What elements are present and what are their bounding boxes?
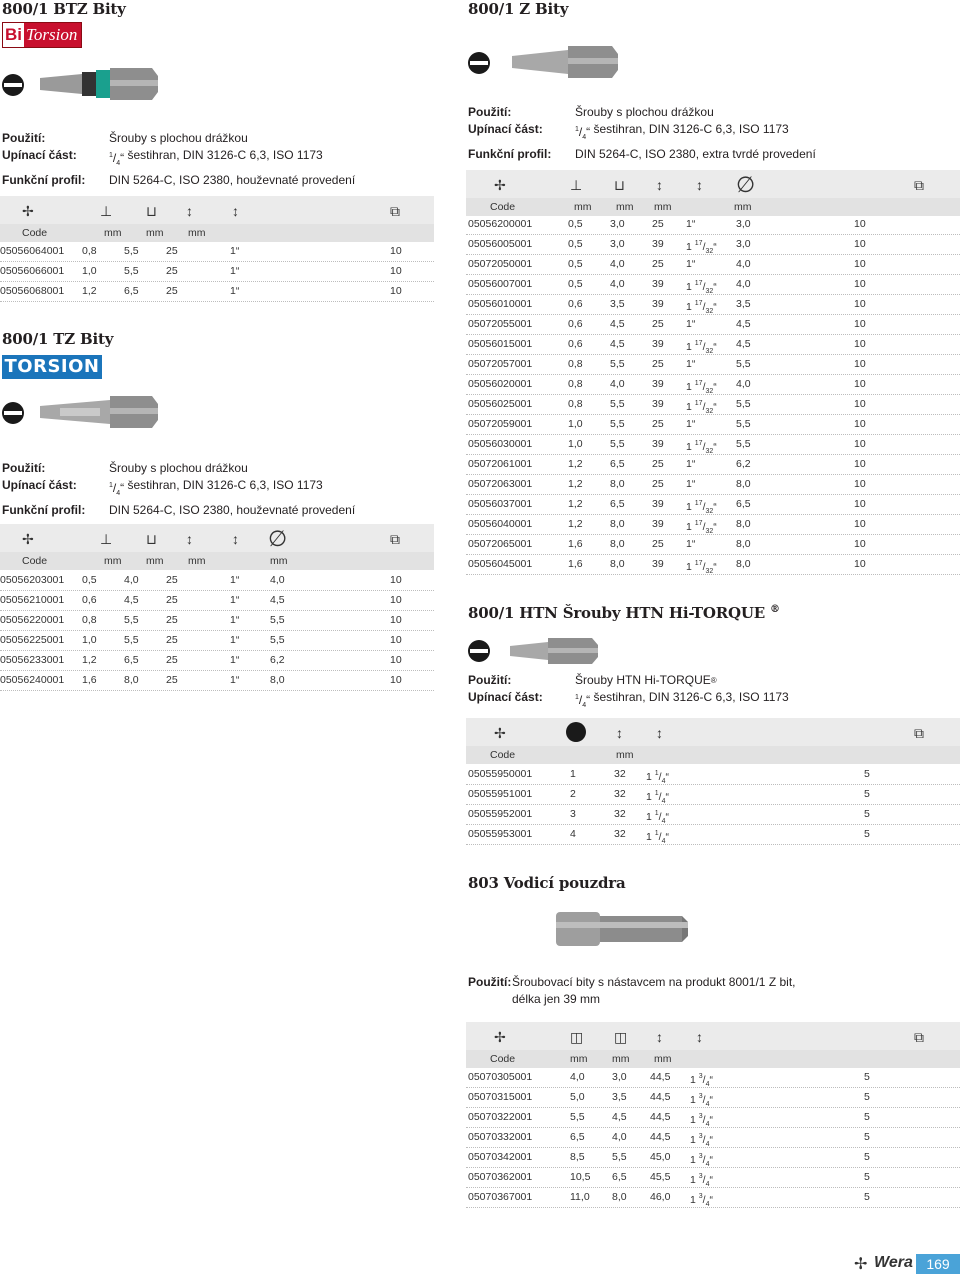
footer [840, 1248, 960, 1280]
blade-width-icon: ⊔ [146, 203, 157, 219]
length-icon: ↕ [186, 531, 193, 547]
htn-bit-image [510, 636, 602, 666]
table-row: 05070362001 10,5 6,5 45,5 1 $^3/_4“$ 5 [466, 1167, 960, 1188]
flat-slot-icon [2, 402, 24, 424]
diameter-icon: ∅ [736, 172, 756, 197]
table-row: 05056040001 1,2 8,0 39 1 $^{17}/_{32}“$ 8,0 10 [466, 514, 960, 535]
inner-diameter-icon: ◫ [614, 1029, 628, 1045]
table-row: 05056233001 1,2 6,5 25 1“ 6,2 10 [0, 650, 434, 671]
table-row: 05056068001 1,2 6,5 25 1“ 10 [0, 281, 434, 302]
table-row: 05070342001 8,5 5,5 45,0 1 $^3/_4“$ 5 [466, 1147, 960, 1168]
table-row: 05055950001 1 32 1 $^1/_4“$ 5 [466, 764, 960, 785]
wera-symbol-icon: ✢ [494, 725, 506, 741]
torsion-logo: TORSION [2, 355, 102, 379]
package-icon: ⧉ [914, 177, 924, 193]
table-row: 05070332001 6,5 4,0 44,5 1 $^3/_4“$ 5 [466, 1127, 960, 1148]
wera-symbol-icon: ✢ [494, 1029, 506, 1045]
table-row: 05072063001 1,2 8,0 25 1“ 8,0 10 [466, 474, 960, 495]
length-inch-icon: ↕ [656, 725, 663, 741]
table-row: 05056045001 1,6 8,0 39 1 $^{17}/_{32}“$ 8,0 10 [466, 554, 960, 575]
table-row: 05056005001 0,5 3,0 39 1 $^{17}/_{32}“$ 3,0 10 [466, 234, 960, 255]
table-row: 05072065001 1,6 8,0 25 1“ 8,0 10 [466, 534, 960, 555]
guide-sleeve-image [556, 904, 688, 954]
table-row: 05056037001 1,2 6,5 39 1 $^{17}/_{32}“$ 6,5 10 [466, 494, 960, 515]
table-row: 05055953001 4 32 1 $^1/_4“$ 5 [466, 824, 960, 845]
table-row: 05072059001 1,0 5,5 25 1“ 5,5 10 [466, 414, 960, 435]
table-row: 05056210001 0,6 4,5 25 1“ 4,5 10 [0, 590, 434, 611]
length-icon: ↕ [616, 725, 623, 741]
z-table-header: Code mm mm mm mm [466, 198, 960, 216]
table-row: 05070367001 11,0 8,0 46,0 1 $^3/_4“$ 5 [466, 1187, 960, 1208]
pouzdra-spec-block: Použití: Šroubovací bity s nástavcem na produkt 8001/1 Z bit, délka jen 39 mm [468, 975, 796, 1006]
bitorsion-logo: Bi Torsion [2, 22, 82, 48]
wera-symbol-icon: ✢ [22, 531, 34, 547]
length-inch-icon: ↕ [696, 1029, 703, 1045]
table-row: 05056220001 0,8 5,5 25 1“ 5,5 10 [0, 610, 434, 631]
table-row: 05056203001 0,5 4,0 25 1“ 4,0 10 [0, 570, 434, 591]
flat-slot-icon [2, 74, 24, 96]
diameter-icon: ∅ [268, 526, 288, 551]
pouzdra-title: 803 Vodicí pouzdra [468, 874, 626, 892]
table-row: 05070322001 5,5 4,5 44,5 1 $^3/_4“$ 5 [466, 1107, 960, 1128]
flat-slot-icon [468, 640, 490, 662]
table-row: 05056020001 0,8 4,0 39 1 $^{17}/_{32}“$ 4,0 10 [466, 374, 960, 395]
table-row: 05056015001 0,6 4,5 39 1 $^{17}/_{32}“$ 4,5 10 [466, 334, 960, 355]
flat-slot-icon [566, 722, 586, 742]
length-icon: ↕ [186, 203, 193, 219]
btz-bit-image [40, 66, 160, 102]
table-row: 05056066001 1,0 5,5 25 1“ 10 [0, 261, 434, 282]
blade-thickness-icon: ⊥ [570, 177, 583, 193]
btz-spec-block: Použití: Šrouby s plochou drážkou Upínací část: $^1/_4“$ šestihran, DIN 3126-C 6,3, ISO 1173 Funkční profil: DIN 5264-C, ISO 2380, houževnaté provedení [2, 131, 356, 187]
length-icon: ↕ [656, 177, 663, 193]
length-inch-icon: ↕ [696, 177, 703, 193]
table-row: 05056200001 0,5 3,0 25 1“ 3,0 10 [466, 214, 960, 235]
table-row: 05056025001 0,8 5,5 39 1 $^{17}/_{32}“$ 5,5 10 [466, 394, 960, 415]
table-row: 05056240001 1,6 8,0 25 1“ 8,0 10 [0, 670, 434, 691]
blade-thickness-icon: ⊥ [100, 203, 113, 219]
wera-symbol-icon: ✢ [494, 177, 506, 193]
wera-symbol-icon: ✢ [22, 203, 34, 219]
table-row: 05055952001 3 32 1 $^1/_4“$ 5 [466, 804, 960, 825]
table-row: 05056010001 0,6 3,5 39 1 $^{17}/_{32}“$ 3,5 10 [466, 294, 960, 315]
table-row: 05072061001 1,2 6,5 25 1“ 6,2 10 [466, 454, 960, 475]
package-icon: ⧉ [914, 725, 924, 741]
tz-spec-block: Použití: Šrouby s plochou drážkou Upínací část: $^1/_4“$ šestihran, DIN 3126-C 6,3, ISO 1173 Funkční profil: DIN 5264-C, ISO 2380, houževnaté provedení [2, 461, 356, 517]
table-row: 05055951001 2 32 1 $^1/_4“$ 5 [466, 784, 960, 805]
wera-logo-icon: ✢ [854, 1256, 868, 1273]
flat-slot-icon [468, 52, 490, 74]
table-row: 05072055001 0,6 4,5 25 1“ 4,5 10 [466, 314, 960, 335]
z-bit-image [512, 44, 622, 80]
wera-logo-text: Wera [874, 1254, 913, 1271]
htn-title: 800/1 HTN Šrouby HTN Hi-TORQUE ® [468, 604, 780, 622]
table-row: 05072050001 0,5 4,0 25 1“ 4,0 10 [466, 254, 960, 275]
htn-spec-block: Použití: Šrouby HTN Hi-TORQUE ® Upínací část: $^1/_4“$ šestihran, DIN 3126-C 6,3, ISO 1173 [468, 673, 789, 709]
htn-table-header: Code mm [466, 746, 960, 764]
table-row: 05070305001 4,0 3,0 44,5 1 $^3/_4“$ 5 [466, 1067, 960, 1088]
package-icon: ⧉ [390, 203, 400, 219]
blade-thickness-icon: ⊥ [100, 531, 113, 547]
table-row: 05056064001 0,8 5,5 25 1“ 10 [0, 241, 434, 262]
length-icon: ↕ [656, 1029, 663, 1045]
outer-diameter-icon: ◫ [570, 1029, 584, 1045]
table-row: 05072057001 0,8 5,5 25 1“ 5,5 10 [466, 354, 960, 375]
tz-bit-image [40, 394, 160, 430]
pouzdra-table-header: Code mm mm mm [466, 1050, 960, 1068]
length-inch-icon: ↕ [232, 203, 239, 219]
btz-table-header: Code mm mm mm [0, 224, 434, 242]
btz-title: 800/1 BTZ Bity [2, 0, 126, 18]
table-row: 05056225001 1,0 5,5 25 1“ 5,5 10 [0, 630, 434, 651]
package-icon: ⧉ [390, 531, 400, 547]
table-row: 05070315001 5,0 3,5 44,5 1 $^3/_4“$ 5 [466, 1087, 960, 1108]
tz-table-header: Code mm mm mm mm [0, 552, 434, 570]
table-row: 05056007001 0,5 4,0 39 1 $^{17}/_{32}“$ 4,0 10 [466, 274, 960, 295]
table-row: 05056030001 1,0 5,5 39 1 $^{17}/_{32}“$ 5,5 10 [466, 434, 960, 455]
page-number: 169 [916, 1254, 960, 1274]
blade-width-icon: ⊔ [146, 531, 157, 547]
package-icon: ⧉ [914, 1029, 924, 1045]
tz-title: 800/1 TZ Bity [2, 330, 114, 348]
z-title: 800/1 Z Bity [468, 0, 569, 18]
length-inch-icon: ↕ [232, 531, 239, 547]
blade-width-icon: ⊔ [614, 177, 625, 193]
z-spec-block: Použití: Šrouby s plochou drážkou Upínací část: $^1/_4“$ šestihran, DIN 3126-C 6,3, ISO 1173 Funkční profil: DIN 5264-C, ISO 2380, extra tvrdé provedení [468, 105, 816, 161]
